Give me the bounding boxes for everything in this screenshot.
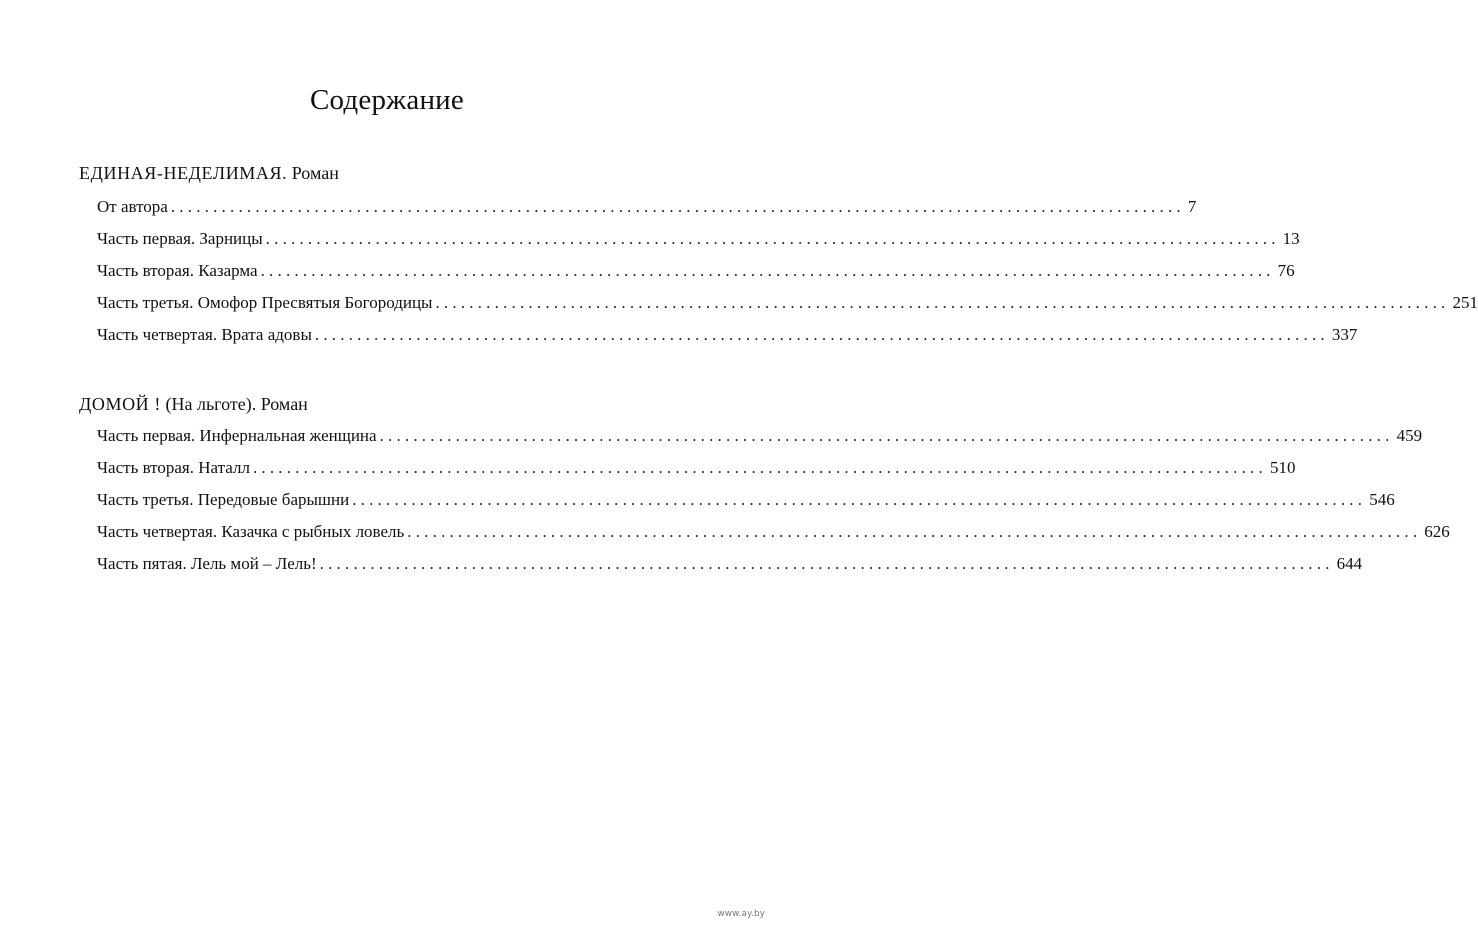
toc-entry <box>97 522 1450 554</box>
toc-entry <box>97 261 1295 293</box>
toc-entry <box>97 426 1423 458</box>
toc-entry-title: Часть пятая. Лель мой – Лель! <box>97 554 317 573</box>
toc-entry-title: От автора <box>97 197 168 216</box>
toc-entry <box>97 293 1478 325</box>
toc-entry <box>97 197 1197 229</box>
toc-entry-page: 644 <box>1336 554 1363 573</box>
dot-leader: ........................................................................................................................ <box>352 490 1367 509</box>
section-heading-1 <box>79 163 339 184</box>
toc-entry-title: Часть вторая. Казарма <box>97 261 258 280</box>
dot-leader: ........................................................................................................................ <box>252 458 1267 477</box>
section-heading-caps: ДОМОЙ ! <box>79 394 161 414</box>
toc-entry-title: Часть четвертая. Казачка с рыбных ловель <box>97 522 405 541</box>
toc-entry <box>97 490 1395 522</box>
dot-leader: ........................................................................................................................ <box>435 293 1450 312</box>
toc-list-1 <box>97 197 1478 357</box>
dot-leader: ........................................................................................................................ <box>314 325 1329 344</box>
toc-entry <box>97 554 1363 586</box>
toc-entry-page: 337 <box>1331 325 1358 344</box>
section-heading-rest: (На льготе). Роман <box>160 394 308 414</box>
toc-entry-page: 76 <box>1277 261 1295 280</box>
toc-entry-title: Часть вторая. Наталл <box>97 458 250 477</box>
toc-entry-page: 251 <box>1452 293 1478 312</box>
toc-entry-title: Часть третья. Передовые барышни <box>97 490 350 509</box>
toc-entry-title: Часть первая. Зарницы <box>97 229 263 248</box>
toc-entry-page: 546 <box>1369 490 1395 509</box>
toc-entry-page: 13 <box>1282 229 1300 248</box>
dot-leader: ........................................................................................................................ <box>407 522 1422 541</box>
watermark: www.ay.by <box>717 909 765 919</box>
toc-entry <box>97 458 1296 490</box>
toc-entry <box>97 229 1300 261</box>
section-heading-caps: ЕДИНАЯ-НЕДЕЛИМАЯ. <box>79 163 288 183</box>
toc-entry-title: Часть четвертая. Врата адовы <box>97 325 312 344</box>
toc-entry <box>97 325 1358 357</box>
section-heading-rest: Роман <box>287 163 339 183</box>
dot-leader: ........................................................................................................................ <box>265 229 1280 248</box>
toc-entry-page: 626 <box>1424 522 1450 541</box>
dot-leader: ........................................................................................................................ <box>170 197 1185 216</box>
dot-leader: ........................................................................................................................ <box>260 261 1275 280</box>
toc-entry-title: Часть третья. Омофор Пресвятыя Богородицы <box>97 293 433 312</box>
page-title: Содержание <box>310 84 464 116</box>
section-heading-2 <box>79 394 308 415</box>
toc-entry-page: 459 <box>1396 426 1423 445</box>
toc-entry-title: Часть первая. Инфернальная женщина <box>97 426 377 445</box>
dot-leader: ........................................................................................................................ <box>319 554 1334 573</box>
toc-entry-page: 510 <box>1269 458 1296 477</box>
toc-entry-page: 7 <box>1187 197 1197 216</box>
dot-leader: ........................................................................................................................ <box>379 426 1394 445</box>
toc-list-2 <box>97 426 1450 586</box>
